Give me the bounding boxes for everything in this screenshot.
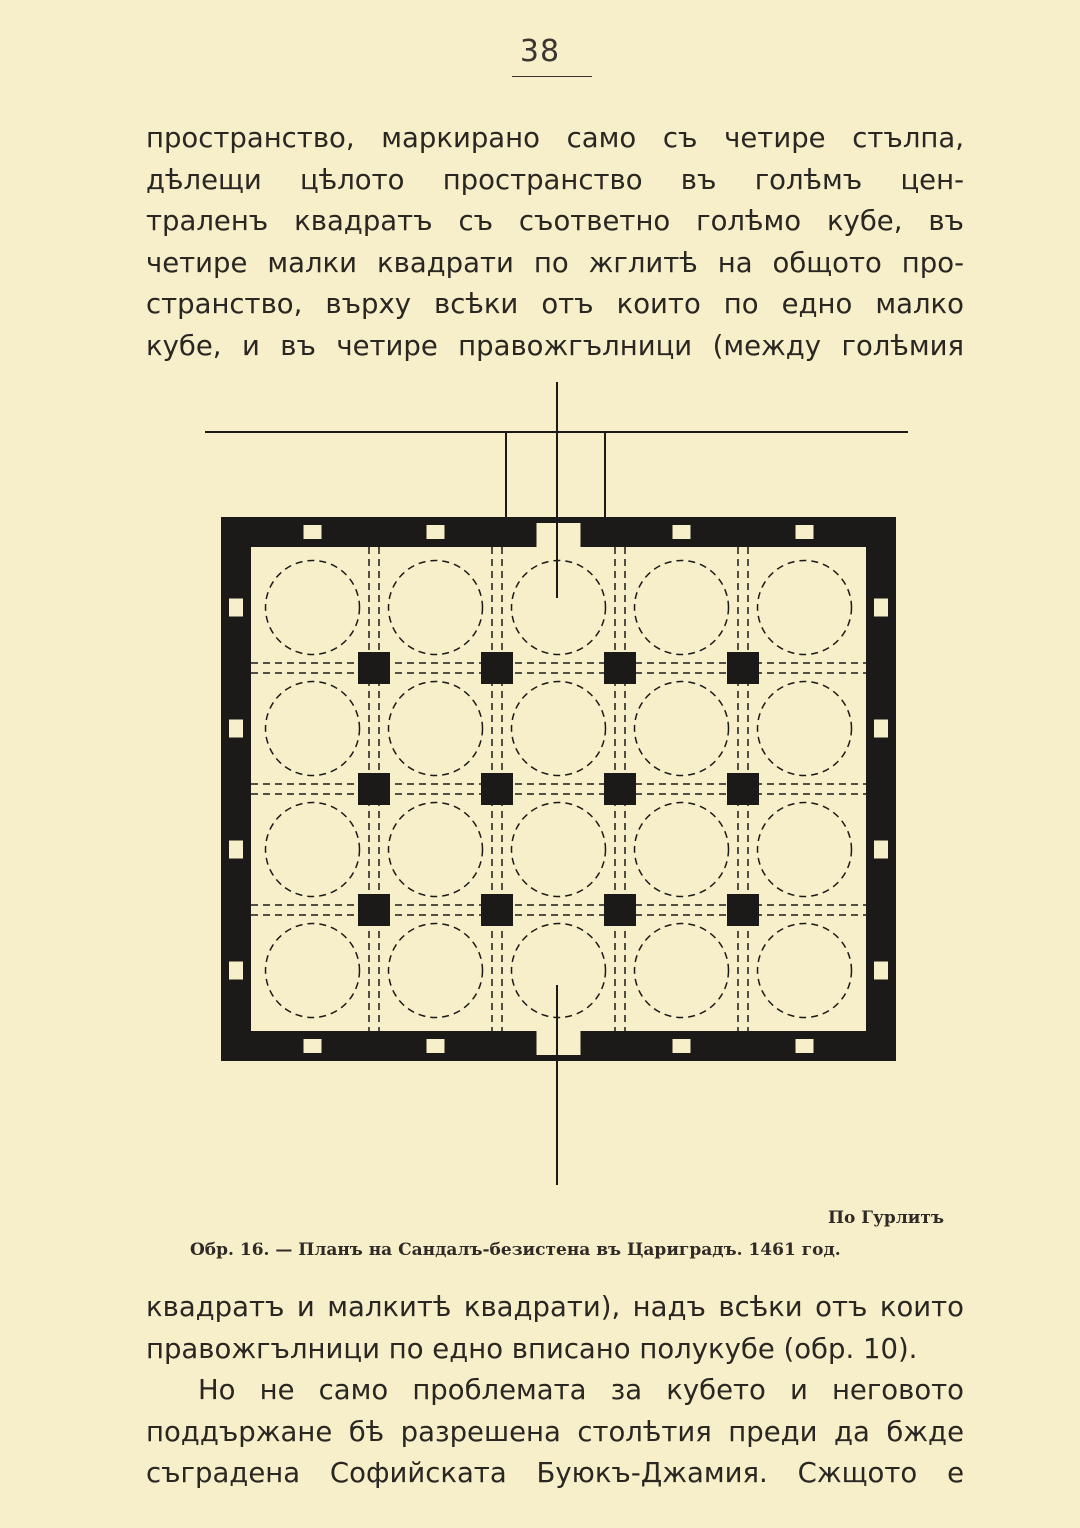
text-line: поддържане бѣ разрешена столѣтия преди да бжде xyxy=(146,1415,964,1448)
text-line: кубе, и въ четире правожгълници (между голѣмия xyxy=(146,329,964,362)
entrance-opening xyxy=(537,523,581,547)
wall-opening xyxy=(303,1038,323,1054)
pier xyxy=(358,773,390,805)
pier xyxy=(358,652,390,684)
wall-opening xyxy=(426,1038,446,1054)
text-line: траленъ квадратъ съ съответно голѣмо кубе, въ xyxy=(146,205,964,237)
entrance-opening xyxy=(537,1031,581,1055)
wall-opening xyxy=(672,1038,692,1054)
text-line: пространство, маркирано само съ четире стълпа, xyxy=(146,122,964,154)
wall-opening xyxy=(228,961,244,981)
page-number: 38 xyxy=(519,34,561,69)
wall-opening xyxy=(873,598,889,618)
pier xyxy=(727,773,759,805)
interior xyxy=(251,547,866,1031)
pier xyxy=(481,773,513,805)
wall-opening xyxy=(228,719,244,739)
wall-opening xyxy=(795,1038,815,1054)
text-line: правожгълници по едно вписано полукубе (обр. 10). xyxy=(146,1332,918,1365)
wall-opening xyxy=(873,961,889,981)
pier xyxy=(604,894,636,926)
wall-opening xyxy=(303,524,323,540)
text-line: странство, върху всѣки отъ които по едно малко xyxy=(146,288,964,320)
figure-caption: Обр. 16. — Планъ на Сандалъ-безистена въ Цариградъ. 1461 год. xyxy=(190,1240,841,1260)
text-line: дѣлещи цѣлото пространство въ голѣмъ цен- xyxy=(146,163,964,196)
text-line: квадратъ и малкитѣ квадрати), надъ всѣки отъ които xyxy=(146,1291,964,1323)
wall-opening xyxy=(228,598,244,618)
text-line: четире малки квадрати по жглитѣ на общото про- xyxy=(146,246,964,279)
pier xyxy=(604,652,636,684)
wall-opening xyxy=(228,840,244,860)
wall-opening xyxy=(795,524,815,540)
wall-opening xyxy=(426,524,446,540)
pier xyxy=(481,652,513,684)
wall-opening xyxy=(672,524,692,540)
wall-opening xyxy=(873,840,889,860)
text-line: съградена Софийската Буюкъ-Джамия. Сжщото е xyxy=(146,1457,964,1489)
pier xyxy=(358,894,390,926)
bottom-paragraph xyxy=(146,1287,964,1495)
pier xyxy=(481,894,513,926)
figure-credit: По Гурлитъ xyxy=(828,1208,944,1228)
pier xyxy=(727,894,759,926)
text-line: Но не само проблемата за кубето и неговото xyxy=(198,1374,964,1406)
pier xyxy=(604,773,636,805)
pier xyxy=(727,652,759,684)
wall-opening xyxy=(873,719,889,739)
